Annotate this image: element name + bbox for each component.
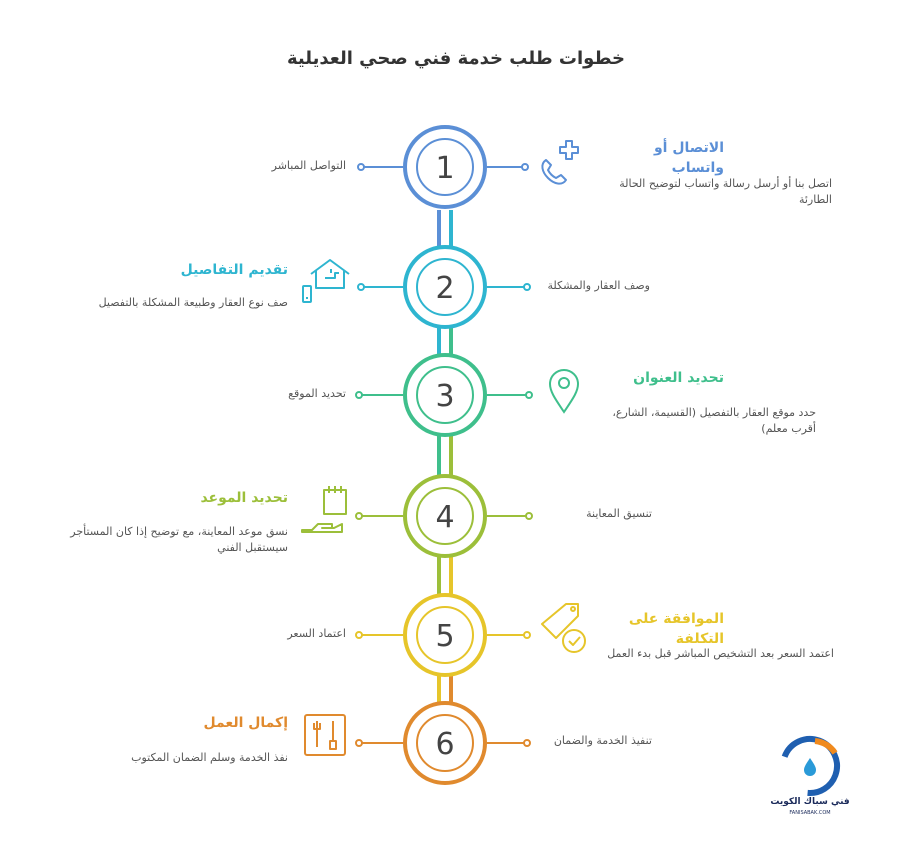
step-heading: الموافقة على التكلفة <box>628 611 724 647</box>
calendar-hand-icon <box>302 486 346 532</box>
step-description: نسق موعد المعاينة، مع توضيح إذا كان المستأجر سيستقبل الفني <box>70 525 288 554</box>
side-label: اعتماد السعر <box>287 627 346 640</box>
step-description: اتصل بنا أو أرسل رسالة واتساب لتوضيح الحالة الطارئة <box>619 177 832 206</box>
step-heading: تحديد الموعد <box>200 490 288 506</box>
step-number: 1 <box>435 151 455 186</box>
step-description: صف نوع العقار وطبيعة المشكلة بالتفصيل <box>98 296 288 309</box>
side-label: وصف العقار والمشكلة <box>547 279 650 292</box>
step-heading: تحديد العنوان <box>633 370 724 386</box>
step-number: 6 <box>435 727 455 762</box>
page-title: خطوات طلب خدمة فني صحي العديلية <box>287 48 625 69</box>
price-tag-check-icon <box>542 604 585 652</box>
side-label: تنفيذ الخدمة والضمان <box>553 734 652 747</box>
step-description: حدد موقع العقار بالتفصيل (القسيمة، الشارع، أقرب معلم) <box>612 406 816 435</box>
step-description: نفذ الخدمة وسلم الضمان المكتوب <box>131 751 288 764</box>
step-description: اعتمد السعر بعد التشخيص المباشر قبل بدء العمل <box>607 647 834 660</box>
phone-medical-icon <box>542 141 578 184</box>
logo-name: فني سباك الكويت <box>770 797 850 807</box>
location-pin-icon <box>550 370 578 412</box>
step-heading: الاتصال أو واتساب <box>653 140 724 176</box>
side-label: تنسيق المعاينة <box>586 507 652 520</box>
side-label: التواصل المباشر <box>271 159 346 172</box>
company-logo <box>775 731 844 800</box>
step-heading: تقديم التفاصيل <box>180 262 288 278</box>
tools-icon <box>305 715 345 755</box>
step-number: 4 <box>435 500 455 535</box>
step-number: 2 <box>435 271 455 306</box>
step-heading: إكمال العمل <box>203 715 288 731</box>
side-label: تحديد الموقع <box>288 387 346 400</box>
logo-url: FANISABAK.COM <box>789 810 831 816</box>
house-faucet-icon <box>303 260 349 302</box>
step-number: 5 <box>435 619 455 654</box>
step-number: 3 <box>435 379 455 414</box>
